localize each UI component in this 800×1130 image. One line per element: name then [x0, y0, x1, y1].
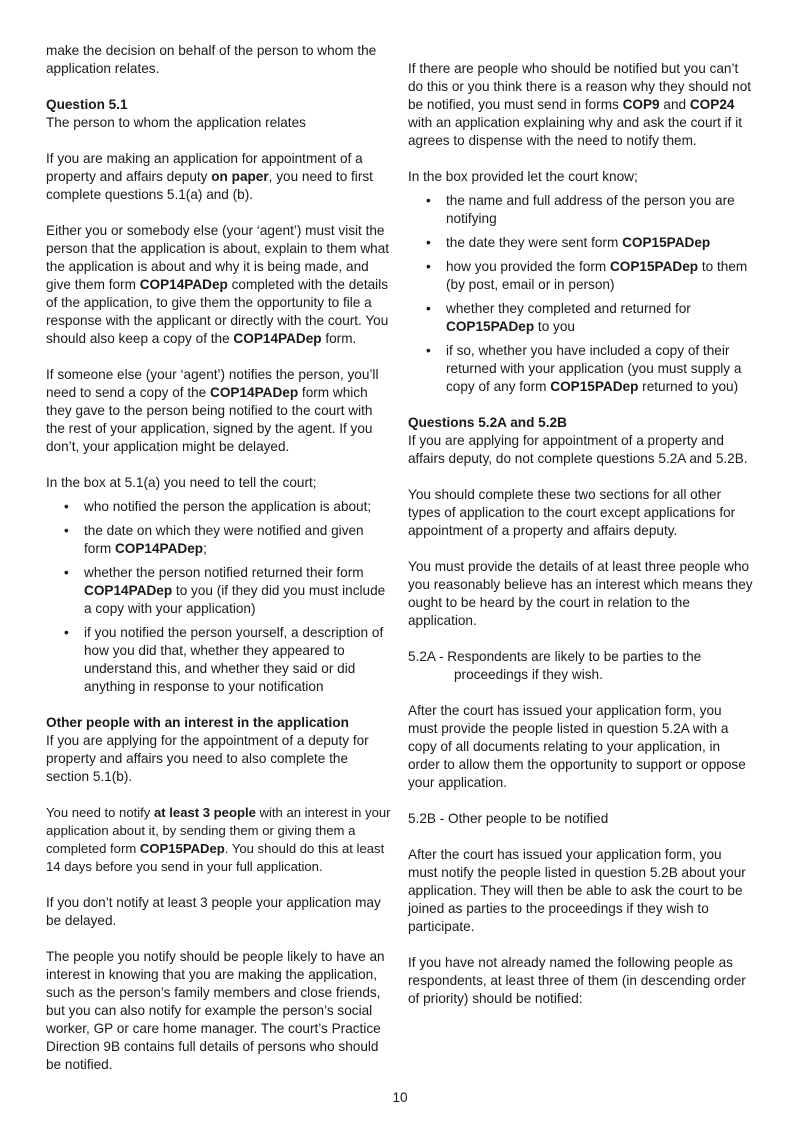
list-item: • if you notified the person yourself, a description of how you did that, whether they appeared to understand this, and whether they said or did anything in response to your notification — [46, 624, 392, 696]
paragraph-notify-three: You need to notify at least 3 people with an interest in your application about it, by sending them or giving them a completed form COP15PADep. You should do this at least 14 days before you send in your full application. — [46, 805, 391, 874]
list-item: • the date they were sent form COP15PADep — [408, 234, 754, 252]
bullet-list-notified — [408, 192, 754, 396]
list-item: • the date on which they were notified and given form COP14PADep; — [46, 522, 392, 558]
question-5-1-heading: Question 5.1 — [46, 97, 128, 112]
paragraph-other-types: You should complete these two sections for all other types of application to the court except applications for appointment of a property and affairs deputy. — [408, 487, 736, 538]
paragraph-5-2b: 5.2B - Other people to be notified — [408, 811, 609, 826]
paragraph-three-people: You must provide the details of at least three people who you reasonably believe has an interest which means they ought to be heard by the court in relation to the application. — [408, 559, 753, 628]
list-item: • who notified the person the application is about; — [46, 498, 392, 516]
paragraph-do-not-complete: If you are applying for appointment of a property and affairs deputy, do not complete questions 5.2A and 5.2B. — [408, 433, 748, 466]
list-item: • if so, whether you have included a copy of their returned with your application (you must supply a copy of any form COP15PADep returned to you) — [408, 342, 754, 396]
bullet-list-5-1a — [46, 498, 392, 696]
list-item: • the name and full address of the person you are notifying — [408, 192, 754, 228]
list-item: • how you provided the form COP15PADep to them (by post, email or in person) — [408, 258, 754, 294]
paragraph-visit-person: Either you or somebody else (your ‘agent’) must visit the person that the application is about, explain to them what the application is about and why it is being made, and give them form COP14PADep completed with the details of the application, to give them the opportunity to file a response with the applicant or directly with the court. You should also keep a copy of the COP14PADep form. — [46, 223, 390, 346]
paragraph-paper-application: If you are making an application for appointment of a property and affairs deputy on paper, you need to first complete questions 5.1(a) and (b). — [46, 151, 373, 202]
paragraph-agent-notifies: If someone else (your ‘agent’) notifies the person, you’ll need to send a copy of the COP14PADep form which they gave to the person being notified to the court with the rest of your application, signed by the agent. If you don’t, your application might be delayed. — [46, 367, 379, 454]
paragraph-who-to-notify: The people you notify should be people likely to have an interest in knowing that you are making the application, such as the person’s family members and close friends, but you can also notify for example the person’s social worker, GP or care home manager. The court’s Practice Direction 9B contains full details of persons who should be notified. — [46, 949, 385, 1072]
paragraph-delay: If you don’t notify at least 3 people your application may be delayed. — [46, 895, 381, 928]
paragraph-section-5-1b: If you are applying for the appointment of a deputy for property and affairs you need to also complete the section 5.1(b). — [46, 733, 369, 784]
intro-continuation: make the decision on behalf of the person to whom the application relates. — [46, 43, 377, 76]
questions-5-2-heading: Questions 5.2A and 5.2B — [408, 415, 567, 430]
paragraph-after-issued-5-2a: After the court has issued your application form, you must provide the people listed in question 5.2A with a copy of all documents relating to your application, in order to allow them the opportunity to support or oppose your application. — [408, 703, 746, 790]
paragraph-5-2a: 5.2A - Respondents are likely to be parties to the proceedings if they wish. — [408, 649, 702, 682]
question-5-1-subheading: The person to whom the application relates — [46, 115, 306, 130]
paragraph-after-issued-5-2b: After the court has issued your application form, you must notify the people listed in question 5.2B about your application. They will then be able to ask the court to be joined as parties to the proceedings if they wish to participate. — [408, 847, 746, 934]
other-people-heading: Other people with an interest in the application — [46, 715, 349, 730]
right-column — [408, 60, 754, 1026]
page-number: 10 — [392, 1090, 408, 1105]
paragraph-dispense: If there are people who should be notified but you can’t do this or you think there is a reason why they should not be notified, you must send in forms COP9 and COP24 with an application explaining why and ask the court if it agrees to dispense with the need to notify them. — [408, 61, 752, 148]
left-column — [46, 42, 392, 1092]
paragraph-box-5-1a: In the box at 5.1(a) you need to tell the court; — [46, 475, 317, 490]
list-item: • whether they completed and returned for COP15PADep to you — [408, 300, 754, 336]
paragraph-respondents: If you have not already named the following people as respondents, at least three of them (in descending order of priority) should be notified: — [408, 955, 746, 1006]
paragraph-box-provided: In the box provided let the court know; — [408, 169, 638, 184]
list-item: • whether the person notified returned their form COP14PADep to you (if they did you must include a copy with your application) — [46, 564, 392, 618]
